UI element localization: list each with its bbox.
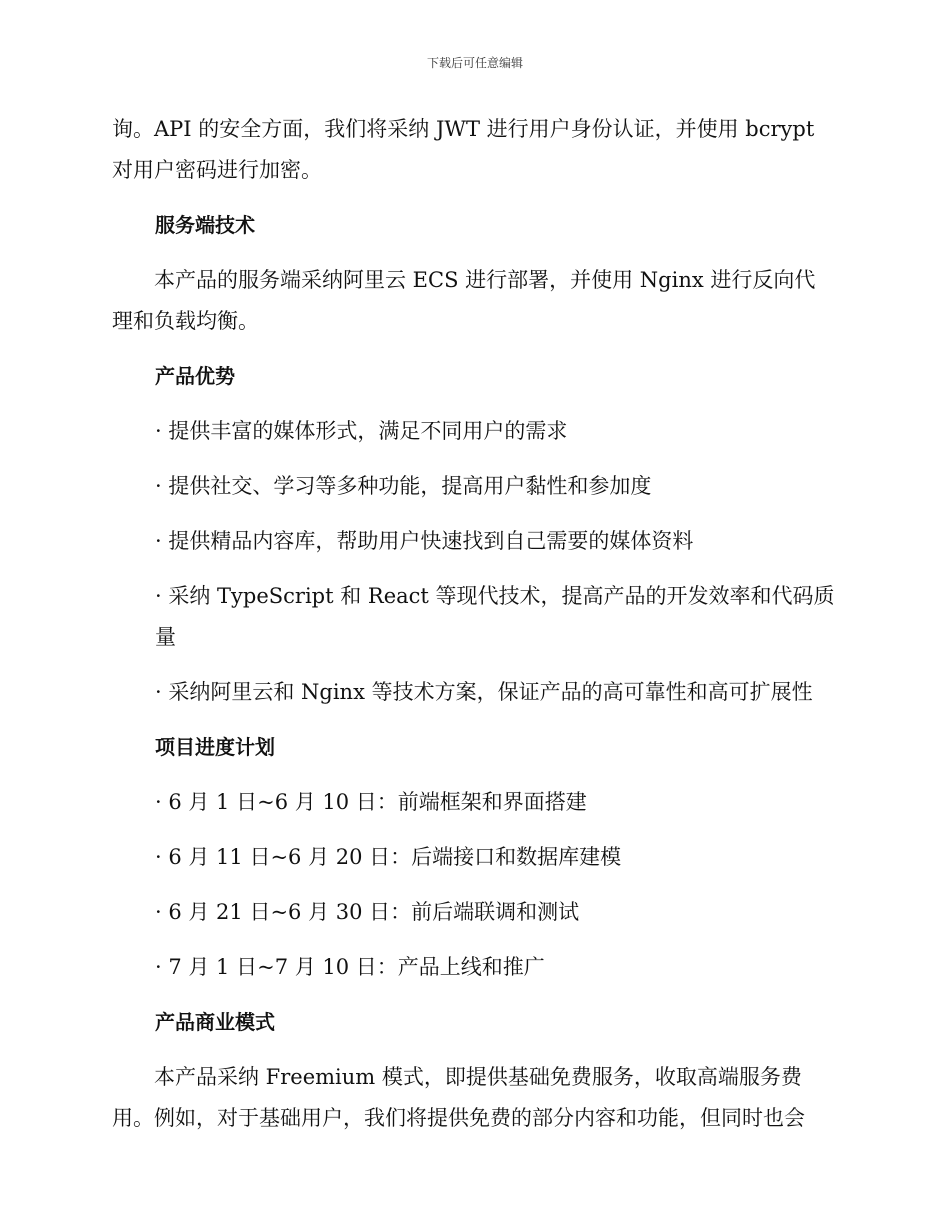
page-header: 下载后可任意编辑: [426, 56, 523, 70]
paragraph-api-security: 询。API 的安全方面，我们将采纳 JWT 进行用户身份认证，并使用 bcrypt 对用户密码进行加密。: [112, 117, 815, 182]
list-item: · 采纳 TypeScript 和 React 等现代技术，提高产品的开发效率和代码质量: [155, 584, 835, 649]
paragraph-server-tech: 本产品的服务端采纳阿里云 ECS 进行部署，并使用 Nginx 进行反向代理和负载均衡。: [112, 268, 816, 333]
list-item: · 提供社交、学习等多种功能，提高用户黏性和参加度: [155, 474, 652, 498]
heading-server-tech: 服务端技术: [155, 213, 255, 237]
heading-schedule: 项目进度计划: [155, 735, 275, 759]
list-item: · 6 月 11 日~6 月 20 日：后端接口和数据库建模: [155, 845, 622, 869]
list-item: · 6 月 1 日~6 月 10 日：前端框架和界面搭建: [155, 790, 587, 814]
document-body: [112, 109, 836, 1153]
paragraph-business-model: 本产品采纳 Freemium 模式，即提供基础免费服务，收取高端服务费用。例如，对于基础用户，我们将提供免费的部分内容和功能，但同时也会: [112, 1065, 805, 1130]
list-item: · 提供丰富的媒体形式，满足不同用户的需求: [155, 419, 568, 443]
list-item: · 6 月 21 日~6 月 30 日：前后端联调和测试: [155, 900, 580, 924]
heading-business-model: 产品商业模式: [155, 1010, 275, 1034]
list-item: · 提供精品内容库，帮助用户快速找到自己需要的媒体资料: [155, 529, 694, 553]
list-item: · 7 月 1 日~7 月 10 日：产品上线和推广: [155, 955, 545, 979]
heading-advantages: 产品优势: [155, 364, 235, 388]
list-item: · 采纳阿里云和 Nginx 等技术方案，保证产品的高可靠性和高可扩展性: [155, 680, 813, 704]
